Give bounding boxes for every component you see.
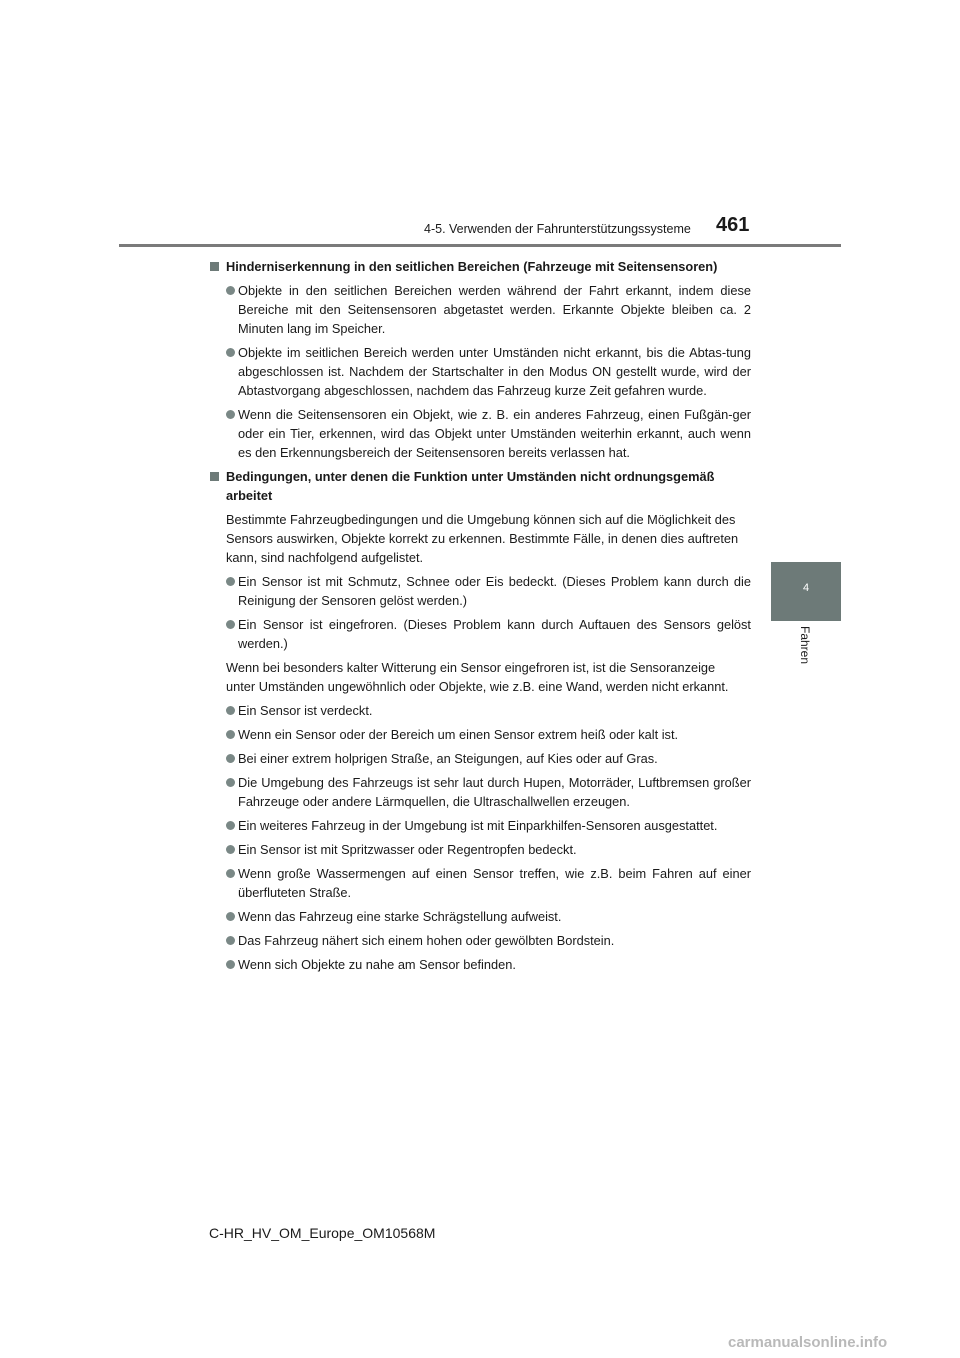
section-heading-obstacle-detection <box>209 257 751 276</box>
header-divider <box>119 244 841 247</box>
circle-bullet-icon <box>226 821 235 830</box>
list-item: Bei einer extrem holprigen Straße, an Steigungen, auf Kies oder auf Gras. <box>209 749 751 768</box>
list-item: Ein Sensor ist mit Schmutz, Schnee oder Eis bedeckt. (Dieses Problem kann durch die Reinigung der Sensoren gelöst werden.) <box>209 572 751 610</box>
heading-text: Hinderniserkennung in den seitlichen Bereichen (Fahrzeuge mit Seitensensoren) <box>226 259 718 274</box>
circle-bullet-icon <box>226 960 235 969</box>
circle-bullet-icon <box>226 936 235 945</box>
circle-bullet-icon <box>226 286 235 295</box>
circle-bullet-icon <box>226 912 235 921</box>
circle-bullet-icon <box>226 577 235 586</box>
intro-paragraph: Bestimmte Fahrzeugbedingungen und die Umgebung können sich auf die Möglichkeit des Sensors auswirken, Objekte korrekt zu erkennen. Bestimmte Fälle, in denen dies auftreten kann, sind nachfolgend aufgelistet. <box>226 512 739 565</box>
watermark[interactable]: carmanualsonline.info <box>728 1334 888 1351</box>
list-item: Objekte in den seitlichen Bereichen werden während der Fahrt erkannt, indem diese Bereiche mit den Seitensensoren abgetastet werden. Erkannte Objekte bleiben ca. 2 Minuten lang im Speicher. <box>209 281 751 338</box>
circle-bullet-icon <box>226 410 235 419</box>
heading-text: Bedingungen, unter denen die Funktion unter Umständen nicht ordnungsgemäß arbeitet <box>226 469 715 503</box>
section-title: 4-5. Verwenden der Fahrunterstützungssysteme <box>424 222 691 236</box>
circle-bullet-icon <box>226 348 235 357</box>
circle-bullet-icon <box>226 730 235 739</box>
list-item: Ein Sensor ist eingefroren. (Dieses Problem kann durch Auftauen des Sensors gelöst werden.) <box>209 615 751 653</box>
list-item: Ein Sensor ist mit Spritzwasser oder Regentropfen bedeckt. <box>209 840 751 859</box>
circle-bullet-icon <box>226 845 235 854</box>
circle-bullet-icon <box>226 869 235 878</box>
list-item: Wenn große Wassermengen auf einen Sensor treffen, wie z.B. beim Fahren auf einer überfluteten Straße. <box>209 864 751 902</box>
square-bullet-icon <box>210 472 219 481</box>
chapter-label: Fahren <box>798 626 812 665</box>
section-heading-conditions <box>209 467 751 505</box>
list-item: Ein Sensor ist verdeckt. <box>209 701 751 720</box>
circle-bullet-icon <box>226 754 235 763</box>
list-item: Die Umgebung des Fahrzeugs ist sehr laut durch Hupen, Motorräder, Luftbremsen großer Fahrzeuge oder andere Lärmquellen, die Ultraschallwellen erzeugen. <box>209 773 751 811</box>
circle-bullet-icon <box>226 620 235 629</box>
list-item: Wenn ein Sensor oder der Bereich um einen Sensor extrem heiß oder kalt ist. <box>209 725 751 744</box>
list-item: Ein weiteres Fahrzeug in der Umgebung ist mit Einparkhilfen-Sensoren ausgestattet. <box>209 816 751 835</box>
circle-bullet-icon <box>226 706 235 715</box>
circle-bullet-icon <box>226 778 235 787</box>
page-number: 461 <box>716 214 750 236</box>
list-item: Objekte im seitlichen Bereich werden unter Umständen nicht erkannt, bis die Abtas-tung abgeschlossen ist. Nachdem der Startschalter in den Modus ON gestellt wurde, wird der Abtastvorgang abgeschlossen, nachdem das Fahrzeug kurze Zeit gefahren wurde. <box>209 343 751 400</box>
list-item: Wenn sich Objekte zu nahe am Sensor befinden. <box>209 955 751 974</box>
list-item: Wenn die Seitensensoren ein Objekt, wie z. B. ein anderes Fahrzeug, einen Fußgän-ger oder ein Tier, erkennen, wird das Objekt unter Umständen weiterhin erkannt, auch wenn es den Erkennungsbereich der Seitensensoren bereits verlassen hat. <box>209 405 751 462</box>
square-bullet-icon <box>210 262 219 271</box>
list-item: Das Fahrzeug nähert sich einem hohen oder gewölbten Bordstein. <box>209 931 751 950</box>
document-id: C-HR_HV_OM_Europe_OM10568M <box>209 1225 436 1241</box>
list-item: Wenn das Fahrzeug eine starke Schrägstellung aufweist. <box>209 907 751 926</box>
page-content <box>209 257 751 979</box>
note-paragraph: Wenn bei besonders kalter Witterung ein Sensor eingefroren ist, ist die Sensoranzeige unter Umständen ungewöhnlich oder Objekte, wie z.B. eine Wand, werden nicht erkannt. <box>226 660 729 694</box>
chapter-number: 4 <box>802 582 810 594</box>
chapter-tab[interactable] <box>771 562 841 621</box>
